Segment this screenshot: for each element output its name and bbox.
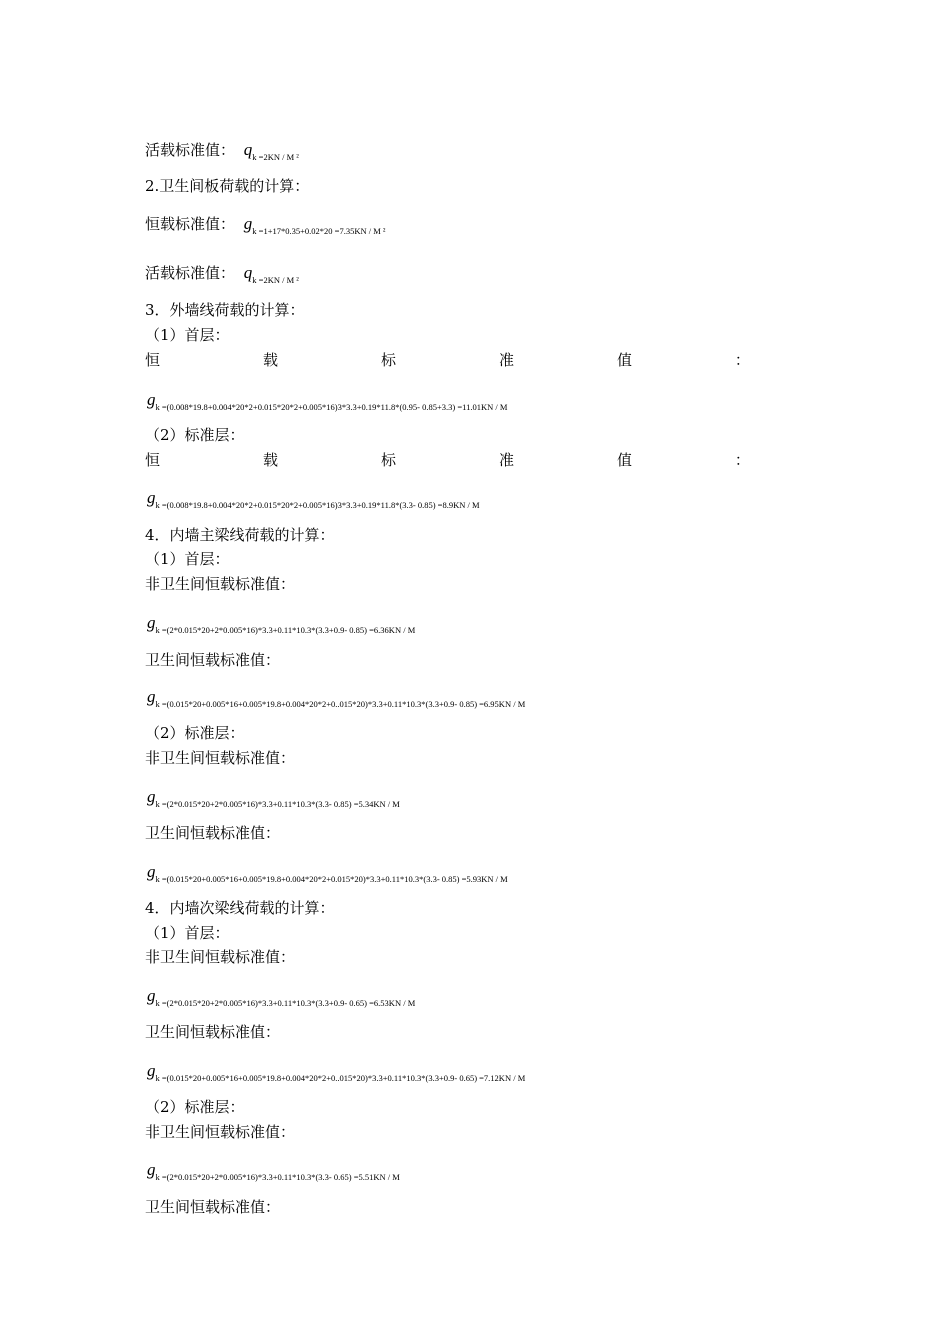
non-bathroom-dead-load-label: 非卫生间恒载标准值： bbox=[145, 948, 296, 966]
non-bathroom-dead-load-label: 非卫生间恒载标准值： bbox=[145, 575, 296, 593]
bathroom-dead-load-label: 卫生间恒载标准值： bbox=[145, 1198, 281, 1216]
spread-label-dead-load: 恒 载 标 准 值 ： bbox=[145, 451, 750, 469]
formula-line: $g_{k =(0.015*20+0.005*16+0.005*19.8+0.004*20*2+0..015*20)*3.3+0.11*10.3*(3.3+0.9- 0.85) =6.95KN / M}$ bbox=[147, 687, 526, 709]
bathroom-dead-load-label: 卫生间恒载标准值： bbox=[145, 651, 281, 669]
subheading-first-floor: （1）首层： bbox=[145, 924, 230, 942]
dead-load-label-1: 恒载标准值： $g_{k =1+17*0.35+0.02*20 =7.35KN / M ^2}$ bbox=[145, 214, 385, 241]
non-bathroom-dead-load-label: 非卫生间恒载标准值： bbox=[145, 1123, 296, 1141]
spread-label-dead-load: 恒 载 标 准 值 ： bbox=[145, 351, 750, 369]
section-heading-4: 4．内墙主梁线荷载的计算： bbox=[145, 526, 335, 544]
formula-line: $g_{k =(2*0.015*20+2*0.005*16)*3.3+0.11*10.3*(3.3- 0.65) =5.51KN / M}$ bbox=[147, 1160, 400, 1182]
section-heading-4b: 4．内墙次梁线荷载的计算： bbox=[145, 899, 335, 917]
formula: $g_{k =1+17*0.35+0.02*20 =7.35KN / M ^2}$ bbox=[243, 214, 386, 236]
bathroom-dead-load-label: 卫生间恒载标准值： bbox=[145, 824, 281, 842]
formula-line: $g_{k =(2*0.015*20+2*0.005*16)*3.3+0.11*10.3*(3.3- 0.85) =5.34KN / M}$ bbox=[147, 787, 400, 809]
subheading-first-floor: （1）首层： bbox=[145, 550, 230, 568]
live-load-label-2: 活载标准值： $q_{k =2KN / M ^2}$ bbox=[145, 263, 299, 290]
formula: $q_{k =2KN / M ^2}$ bbox=[243, 263, 299, 285]
bathroom-dead-load-label: 卫生间恒载标准值： bbox=[145, 1023, 281, 1041]
formula-line: $g_{k =(2*0.015*20+2*0.005*16)*3.3+0.11*10.3*(3.3+0.9- 0.85) =6.36KN / M}$ bbox=[147, 613, 416, 635]
formula-line: $g_{k =(0.008*19.8+0.004*20*2+0.015*20*2+0.005*16)3*3.3+0.19*11.8*(0.95- 0.85+3.3) =11.01KN / M}$ bbox=[147, 390, 508, 412]
live-load-label-1: 活载标准值： $q_{k =2KN / M ^2}$ bbox=[145, 140, 299, 167]
subheading-first-floor: （1）首层： bbox=[145, 326, 230, 344]
non-bathroom-dead-load-label: 非卫生间恒载标准值： bbox=[145, 749, 296, 767]
formula-line: $g_{k =(0.008*19.8+0.004*20*2+0.015*20*2+0.005*16)3*3.3+0.19*11.8*(3.3- 0.85) =8.9KN / M}$ bbox=[147, 488, 480, 510]
subheading-standard-floor: （2）标准层： bbox=[145, 1098, 245, 1116]
formula-line: $g_{k =(0.015*20+0.005*16+0.005*19.8+0.004*20*2+0..015*20)*3.3+0.11*10.3*(3.3+0.9- 0.65) =7.12KN / M}$ bbox=[147, 1061, 526, 1083]
formula-line: $g_{k =(2*0.015*20+2*0.005*16)*3.3+0.11*10.3*(3.3+0.9- 0.65) =6.53KN / M}$ bbox=[147, 986, 416, 1008]
formula: $q_{k =2KN / M ^2}$ bbox=[243, 140, 299, 162]
subheading-standard-floor: （2）标准层： bbox=[145, 724, 245, 742]
formula-line: $g_{k =(0.015*20+0.005*16+0.005*19.8+0.004*20*2+0.015*20)*3.3+0.11*10.3*(3.3- 0.85) =5.93KN / M}$ bbox=[147, 862, 508, 884]
subheading-standard-floor: （2）标准层： bbox=[145, 426, 245, 444]
section-heading-2: 2.卫生间板荷载的计算： bbox=[145, 177, 310, 195]
section-heading-3: 3．外墙线荷载的计算： bbox=[145, 301, 305, 319]
